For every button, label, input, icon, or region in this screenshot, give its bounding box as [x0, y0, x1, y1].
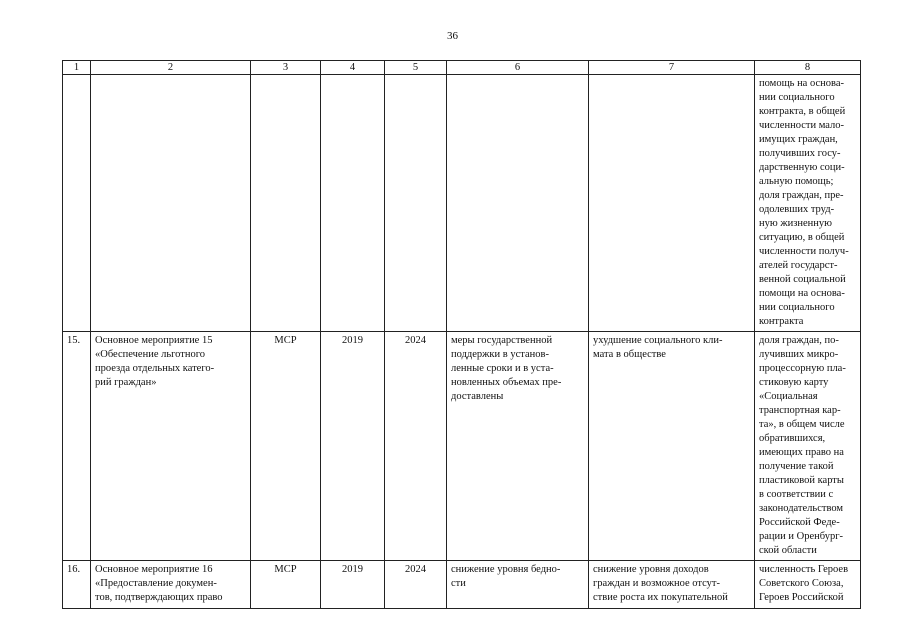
row-number: [63, 75, 91, 332]
executor: МСР: [251, 561, 321, 609]
column-header: 1: [63, 61, 91, 75]
program-measures-table: [62, 60, 861, 609]
end-year: 2024: [385, 332, 447, 561]
start-year: 2019: [321, 561, 385, 609]
table-header-row: [63, 61, 861, 75]
column-header: 8: [755, 61, 861, 75]
expected-result: снижение уровня бедно- сти: [447, 561, 589, 609]
expected-result: меры государственной поддержки в установ- ленные сроки и в уста- новленных объемах пре- доставлены: [447, 332, 589, 561]
measure-name: [91, 75, 251, 332]
measure-name: Основное мероприятие 15 «Обеспечение льготного проезда отдельных катего- рий граждан»: [91, 332, 251, 561]
table-row: [63, 561, 861, 609]
expected-result: [447, 75, 589, 332]
start-year: 2019: [321, 332, 385, 561]
column-header: 7: [589, 61, 755, 75]
end-year: 2024: [385, 561, 447, 609]
row-number: 15.: [63, 332, 91, 561]
page-number: 36: [447, 30, 458, 42]
end-year: [385, 75, 447, 332]
column-header: 4: [321, 61, 385, 75]
column-header: 3: [251, 61, 321, 75]
indicator: помощь на основа- нии социального контракта, в общей численности мало- имущих граждан, получивших госу- дарственную соци- альную помощь; доля граждан, пре- одолевших труд- ную жизненную ситуацию, в общей численности получ- ателей государст- венной социальной помощи на основа- нии социального контракта: [755, 75, 861, 332]
executor: [251, 75, 321, 332]
start-year: [321, 75, 385, 332]
table-row: [63, 75, 861, 332]
consequence: снижение уровня доходов граждан и возможное отсут- ствие роста их покупательной: [589, 561, 755, 609]
row-number: 16.: [63, 561, 91, 609]
consequence: [589, 75, 755, 332]
table-row: [63, 332, 861, 561]
column-header: 6: [447, 61, 589, 75]
indicator: доля граждан, по- лучивших микро- процессорную пла- стиковую карту «Социальная транспортная кар- та», в общем числе обратившихся, имеющих право на получение такой пластиковой карты в соответствии с законодательством Российской Феде- рации и Оренбург- ской области: [755, 332, 861, 561]
column-header: 5: [385, 61, 447, 75]
indicator: численность Героев Советского Союза, Героев Российской: [755, 561, 861, 609]
consequence: ухудшение социального кли- мата в обществе: [589, 332, 755, 561]
measure-name: Основное мероприятие 16 «Предоставление докумен- тов, подтверждающих право: [91, 561, 251, 609]
executor: МСР: [251, 332, 321, 561]
column-header: 2: [91, 61, 251, 75]
